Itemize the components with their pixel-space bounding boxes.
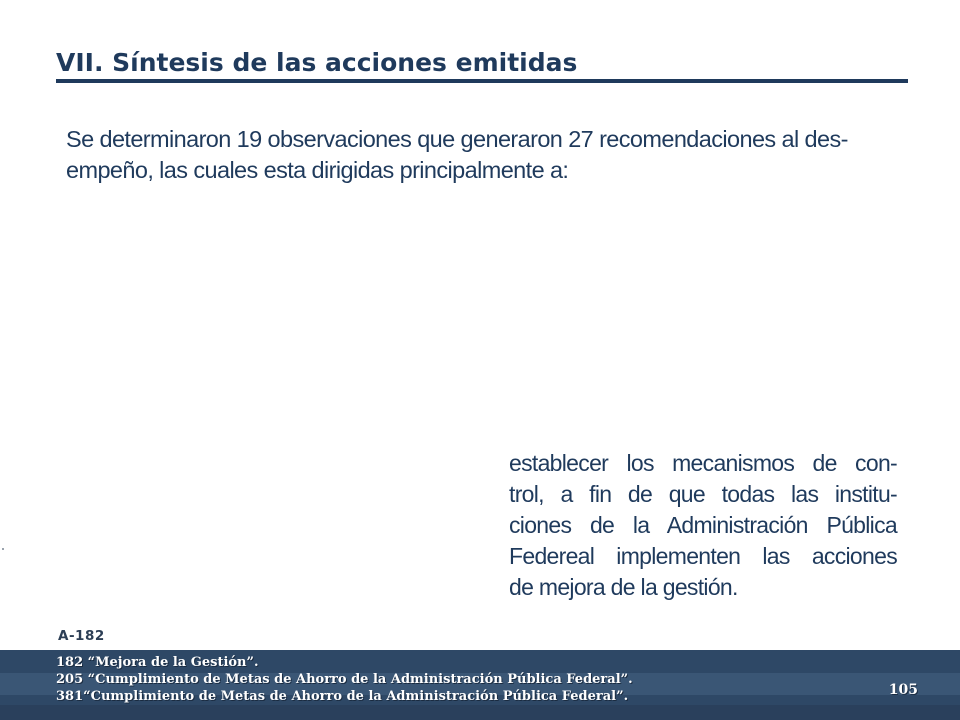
intro-line: empeño, las cuales esta dirigidas principalmente a: <box>66 157 569 183</box>
footer-note: 182 “Mejora de la Gestión”. <box>56 655 259 670</box>
body-line: Federeal implementen las acciones <box>509 543 897 569</box>
footer-bottom-strip <box>0 705 960 720</box>
footer-notes <box>56 654 916 705</box>
footer-note: 381“Cumplimiento de Metas de Ahorro de la Administración Pública Federal”. <box>56 689 629 704</box>
body-line: de mejora de la gestión. <box>509 574 738 600</box>
stray-mark <box>2 548 4 550</box>
body-line: trol, a fin de que todas las institu- <box>509 481 897 507</box>
footer-bar <box>0 650 960 720</box>
body-line: ciones de la Administración Pública <box>509 512 897 538</box>
slide-title: VII. Síntesis de las acciones emitidas <box>56 48 908 83</box>
intro-paragraph <box>66 124 914 186</box>
body-line: establecer los mecanismos de con- <box>509 450 897 476</box>
intro-line: Se determinaron 19 observaciones que generaron 27 recomendaciones al des- <box>66 126 848 152</box>
page-number: 105 <box>888 682 918 698</box>
reference-code: A-182 <box>58 628 105 644</box>
footer-note: 205 “Cumplimiento de Metas de Ahorro de la Administración Pública Federal”. <box>56 672 633 687</box>
body-paragraph <box>509 448 897 603</box>
